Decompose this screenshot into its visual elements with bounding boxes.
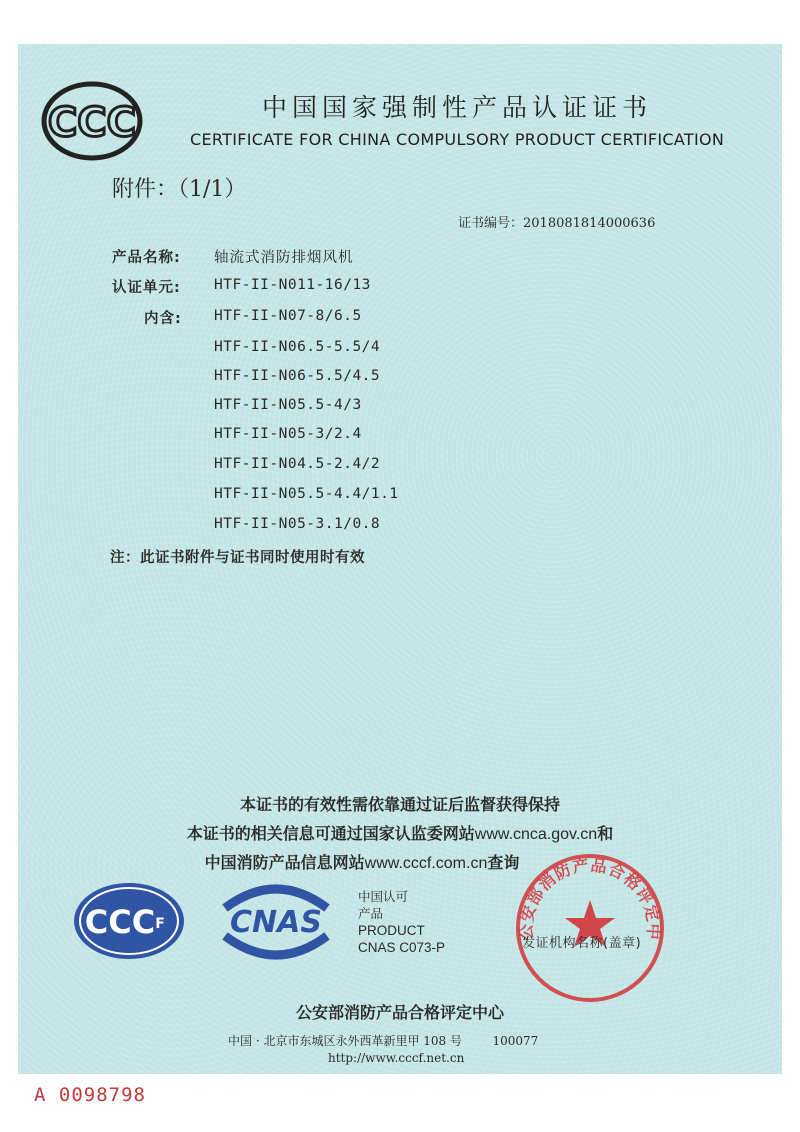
certificate-title-cn: 中国国家强制性产品认证证书 [262,93,653,122]
ccc-logo-icon [40,80,144,166]
accreditation-line: 产品 [358,906,384,921]
validity-line-1: 本证书的有效性需依靠通过证后监督获得保持 [239,795,560,814]
cnas-logo-icon [215,878,337,968]
accreditation-line: PRODUCT [358,923,425,938]
validity-line-3-suffix: 查询 [487,853,520,872]
validity-line-2 [0,821,800,844]
certificate-number: 证书编号：2018081814000636 [458,216,656,231]
validity-line-2-text: 本证书的相关信息可通过国家认监委网站 [186,824,475,843]
validity-line-3-text: 中国消防产品信息网站 [204,853,365,872]
appendix-note: 注：此证书附件与证书同时使用时有效 [110,550,365,566]
appendix-label: 附件：（1/1） [112,177,247,202]
validity-line-2-suffix: 和 [597,824,614,843]
certificate-title-en: CERTIFICATE FOR CHINA COMPULSORY PRODUCT CERTIFICATION [190,130,725,149]
model-item: HTF-II-N05.5-4/3 [214,397,362,413]
product-name-value: 轴流式消防排烟风机 [214,250,354,266]
model-item: HTF-II-N04.5-2.4/2 [214,456,381,472]
serial-number: A 0098798 [34,1084,146,1106]
red-seal-stamp-icon [510,848,670,1012]
cccf-logo-text: CCC [84,903,156,941]
model-item: HTF-II-N06.5-5.5/4 [214,339,381,355]
cccf-logo-letter: F [155,916,165,932]
ccc-logo-text: CCC [47,100,137,146]
cccf-website-link[interactable]: www.cccf.com.cn [364,855,488,872]
model-item: HTF-II-N06-5.5/4.5 [214,368,381,384]
unit-value: HTF-II-N011-16/13 [214,277,371,293]
issuing-organization: 公安部消防产品合格评定中心 [295,1003,504,1022]
product-name-label: 产品名称: [112,250,181,266]
includes-label: 内含: [144,311,182,327]
accreditation-line: 中国认可 [358,889,409,904]
organization-address: 中国 · 北京市东城区永外西革新里甲 108 号 100077 [228,1034,539,1048]
accreditation-block [358,888,445,956]
issuer-label: 发证机构名称(盖章) [522,936,642,951]
organization-website[interactable]: http://www.cccf.net.cn [328,1051,465,1065]
accreditation-code: CNAS C073-P [358,940,446,955]
model-item: HTF-II-N05-3.1/0.8 [214,516,381,532]
seal-text: 公安部消防产品合格评定中 [516,855,664,942]
cnas-logo-text: CNAS [230,905,322,940]
model-item: HTF-II-N07-8/6.5 [214,308,362,324]
cccf-logo-icon [70,880,188,966]
model-item: HTF-II-N05-3/2.4 [214,426,362,442]
cnca-website-link[interactable]: www.cnca.gov.cn [474,826,598,843]
unit-label: 认证单元: [112,280,181,296]
model-item: HTF-II-N05.5-4.4/1.1 [214,486,399,502]
